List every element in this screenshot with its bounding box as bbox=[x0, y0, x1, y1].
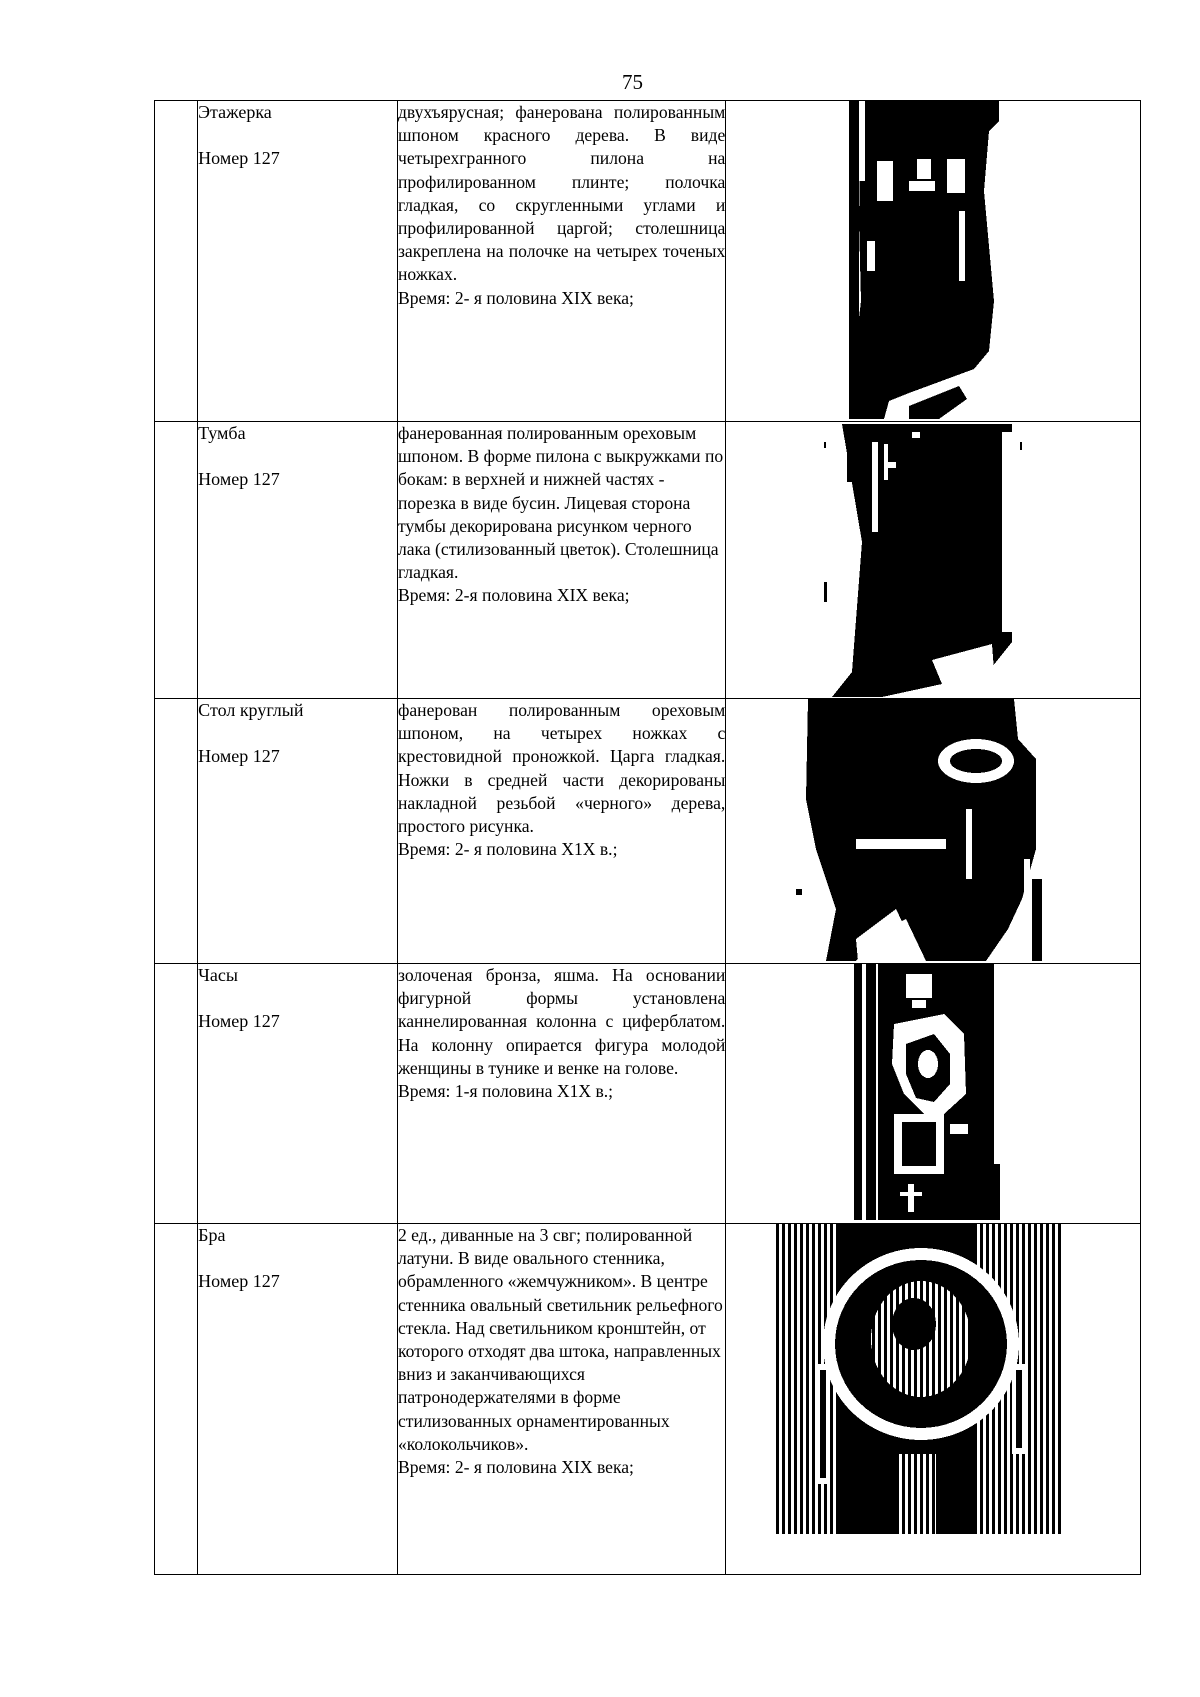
item-name: Стол круглый bbox=[198, 700, 304, 720]
item-time: Время: 2- я половина XIX века; bbox=[397, 1457, 634, 1478]
item-number: Номер 127 bbox=[198, 148, 280, 168]
item-photo-cell bbox=[726, 101, 1141, 422]
item-photo-cell bbox=[726, 699, 1141, 964]
inventory-table bbox=[154, 100, 1141, 1575]
table-row bbox=[155, 422, 1141, 699]
item-time: Время: 1-я половина Х1Х в.; bbox=[397, 1081, 614, 1102]
item-name: Этажерка bbox=[198, 102, 272, 122]
etazherka-photo bbox=[849, 101, 1009, 419]
item-name-cell bbox=[198, 1224, 398, 1575]
tumba-photo bbox=[822, 422, 1022, 697]
index-cell bbox=[155, 699, 198, 964]
item-name-cell bbox=[198, 964, 398, 1224]
stol-kruglyi-photo bbox=[796, 699, 1042, 961]
table-row bbox=[155, 101, 1141, 422]
item-description-cell bbox=[397, 1224, 725, 1575]
index-cell bbox=[155, 964, 198, 1224]
table-row bbox=[155, 964, 1141, 1224]
index-cell bbox=[155, 101, 198, 422]
item-name-cell bbox=[198, 699, 398, 964]
item-number: Номер 127 bbox=[198, 1271, 280, 1291]
item-description-cell bbox=[397, 101, 725, 422]
item-name: Бра bbox=[198, 1225, 226, 1245]
index-cell bbox=[155, 422, 198, 699]
item-description: золоченая бронза, яшма. На основании фигурной формы установлена каннелированная колонна с циферблатом. На колонну опирается фигура молодой женщины в тунике и венке на голове. bbox=[397, 965, 726, 1078]
item-photo-cell bbox=[726, 964, 1141, 1224]
item-time: Время: 2- я половина XIX века; bbox=[397, 287, 634, 308]
item-time: Время: 2- я половина Х1Х в.; bbox=[397, 839, 618, 860]
item-name-cell bbox=[198, 422, 398, 699]
table-row bbox=[155, 699, 1141, 964]
item-description: фанерованная полированным ореховым шпоном. В форме пилона с выкружками по бокам: в верхней и нижней частях - порезка в виде бусин. Лицевая сторона тумбы декорирована рисунком черного лака (стилизованный цветок). Столешница гладкая. bbox=[397, 423, 724, 583]
chasy-photo bbox=[854, 964, 1012, 1220]
item-name-cell bbox=[198, 101, 398, 422]
index-cell bbox=[155, 1224, 198, 1575]
table-row bbox=[155, 1224, 1141, 1575]
item-photo-cell bbox=[726, 422, 1141, 699]
item-description: двухъярусная; фанерована полированным шпоном красного дерева. В виде четырехгранного пилона на профилированном плинте; полочка гладкая, со скругленными углами и профилированной царгой; столешница закреплена на полочке на четырех точеных ножках. bbox=[397, 102, 726, 285]
item-description: фанерован полированным ореховым шпоном, на четырех ножках с крестовидной проножкой. Царга гладкая. Ножки в средней части декорированы накладной резьбой «черного» дерева, простого рисунка. bbox=[397, 700, 726, 837]
item-number: Номер 127 bbox=[198, 469, 280, 489]
bra-photo bbox=[776, 1224, 1062, 1534]
item-photo-cell bbox=[726, 1224, 1141, 1575]
item-description: 2 ед., диванные на 3 свг; полированной латуни. В виде овального стенника, обрамленного «жемчужником». В центре стенника овальный светильник рельефного стекла. Над светильником кронштейн, от которого отходят два штока, направленных вниз и заканчивающихся патронодержателями в форме стилизованных орнаментированных «колокольчиков». bbox=[397, 1225, 723, 1454]
item-name: Тумба bbox=[198, 423, 246, 443]
item-number: Номер 127 bbox=[198, 746, 280, 766]
item-description-cell bbox=[397, 699, 725, 964]
item-time: Время: 2-я половина XIX века; bbox=[397, 585, 630, 606]
item-number: Номер 127 bbox=[198, 1011, 280, 1031]
item-name: Часы bbox=[198, 965, 238, 985]
item-description-cell bbox=[397, 964, 725, 1224]
item-description-cell bbox=[397, 422, 725, 699]
page-number: 75 bbox=[622, 70, 643, 94]
